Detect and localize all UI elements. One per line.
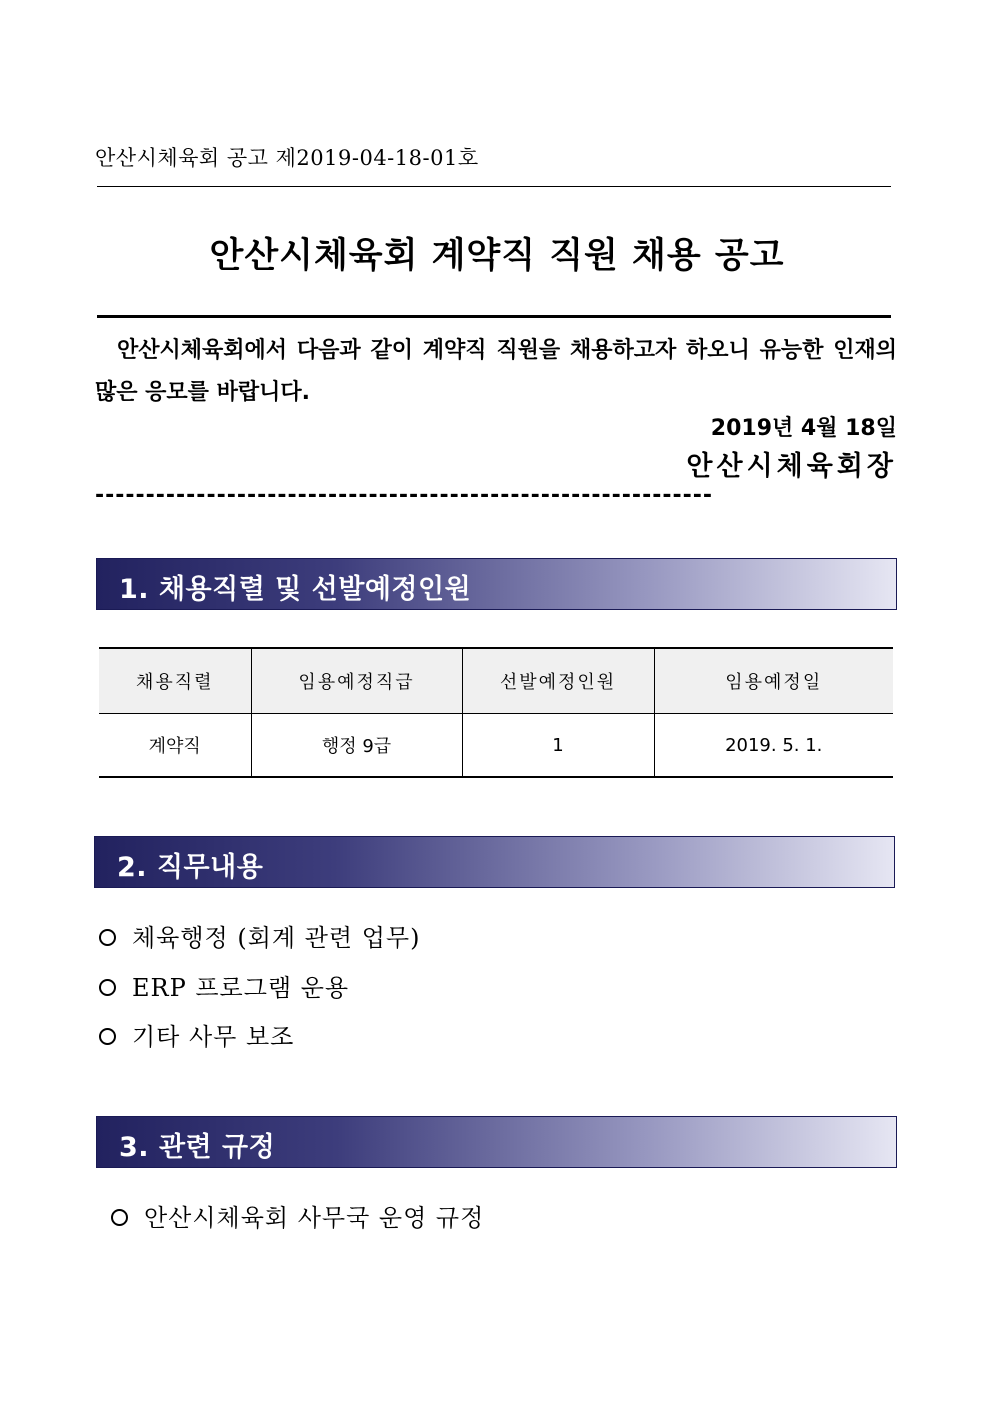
table-row (99, 714, 893, 778)
header-divider (97, 186, 891, 187)
list-item (111, 1198, 484, 1233)
table-header-row (99, 648, 893, 714)
section-2-heading (94, 836, 895, 888)
column-header: 임용예정직급 (251, 648, 462, 714)
list-item (99, 1017, 294, 1052)
title-divider (97, 315, 891, 318)
signer-name: 안산시체육회장 (686, 451, 897, 482)
section-1-title: 1. 채용직렬 및 선발예정인원 (119, 574, 472, 605)
list-item (99, 968, 349, 1003)
column-header: 채용직렬 (99, 648, 251, 714)
section-3-heading (96, 1116, 897, 1168)
section-2-title: 2. 직무내용 (117, 852, 264, 883)
table-cell: 1 (462, 714, 654, 778)
bullet-circle-icon (99, 1028, 116, 1045)
list-item-text: 기타 사무 보조 (132, 1023, 295, 1051)
list-item-text: 안산시체육회 사무국 운영 규정 (144, 1204, 485, 1232)
bullet-circle-icon (99, 979, 116, 996)
list-item-text: 체육행정 (회계 관련 업무) (132, 924, 421, 952)
column-header: 임용예정일 (654, 648, 893, 714)
table-cell: 계약직 (99, 714, 251, 778)
section-1-heading (96, 558, 897, 610)
bullet-circle-icon (111, 1209, 128, 1226)
list-item (99, 918, 420, 953)
column-header: 선발예정인원 (462, 648, 654, 714)
list-item-text: ERP 프로그램 운용 (132, 974, 350, 1002)
table-cell: 2019. 5. 1. (654, 714, 893, 778)
dashed-separator: ------------------------------------------------------------- (95, 483, 713, 508)
notice-number: 안산시체육회 공고 제2019-04-18-01호 (95, 146, 479, 170)
intro-text: 안산시체육회에서 다음과 같이 계약직 직원을 채용하고자 하오니 유능한 인재의 많은 응모를 바랍니다. (95, 338, 897, 405)
intro-paragraph (95, 330, 897, 414)
page-title: 안산시체육회 계약직 직원 채용 공고 (209, 236, 785, 276)
announcement-date: 2019년 4월 18일 (710, 416, 897, 441)
section-3-title: 3. 관련 규정 (119, 1132, 276, 1163)
bullet-circle-icon (99, 929, 116, 946)
recruitment-table (99, 647, 893, 778)
table-cell: 행정 9급 (251, 714, 462, 778)
